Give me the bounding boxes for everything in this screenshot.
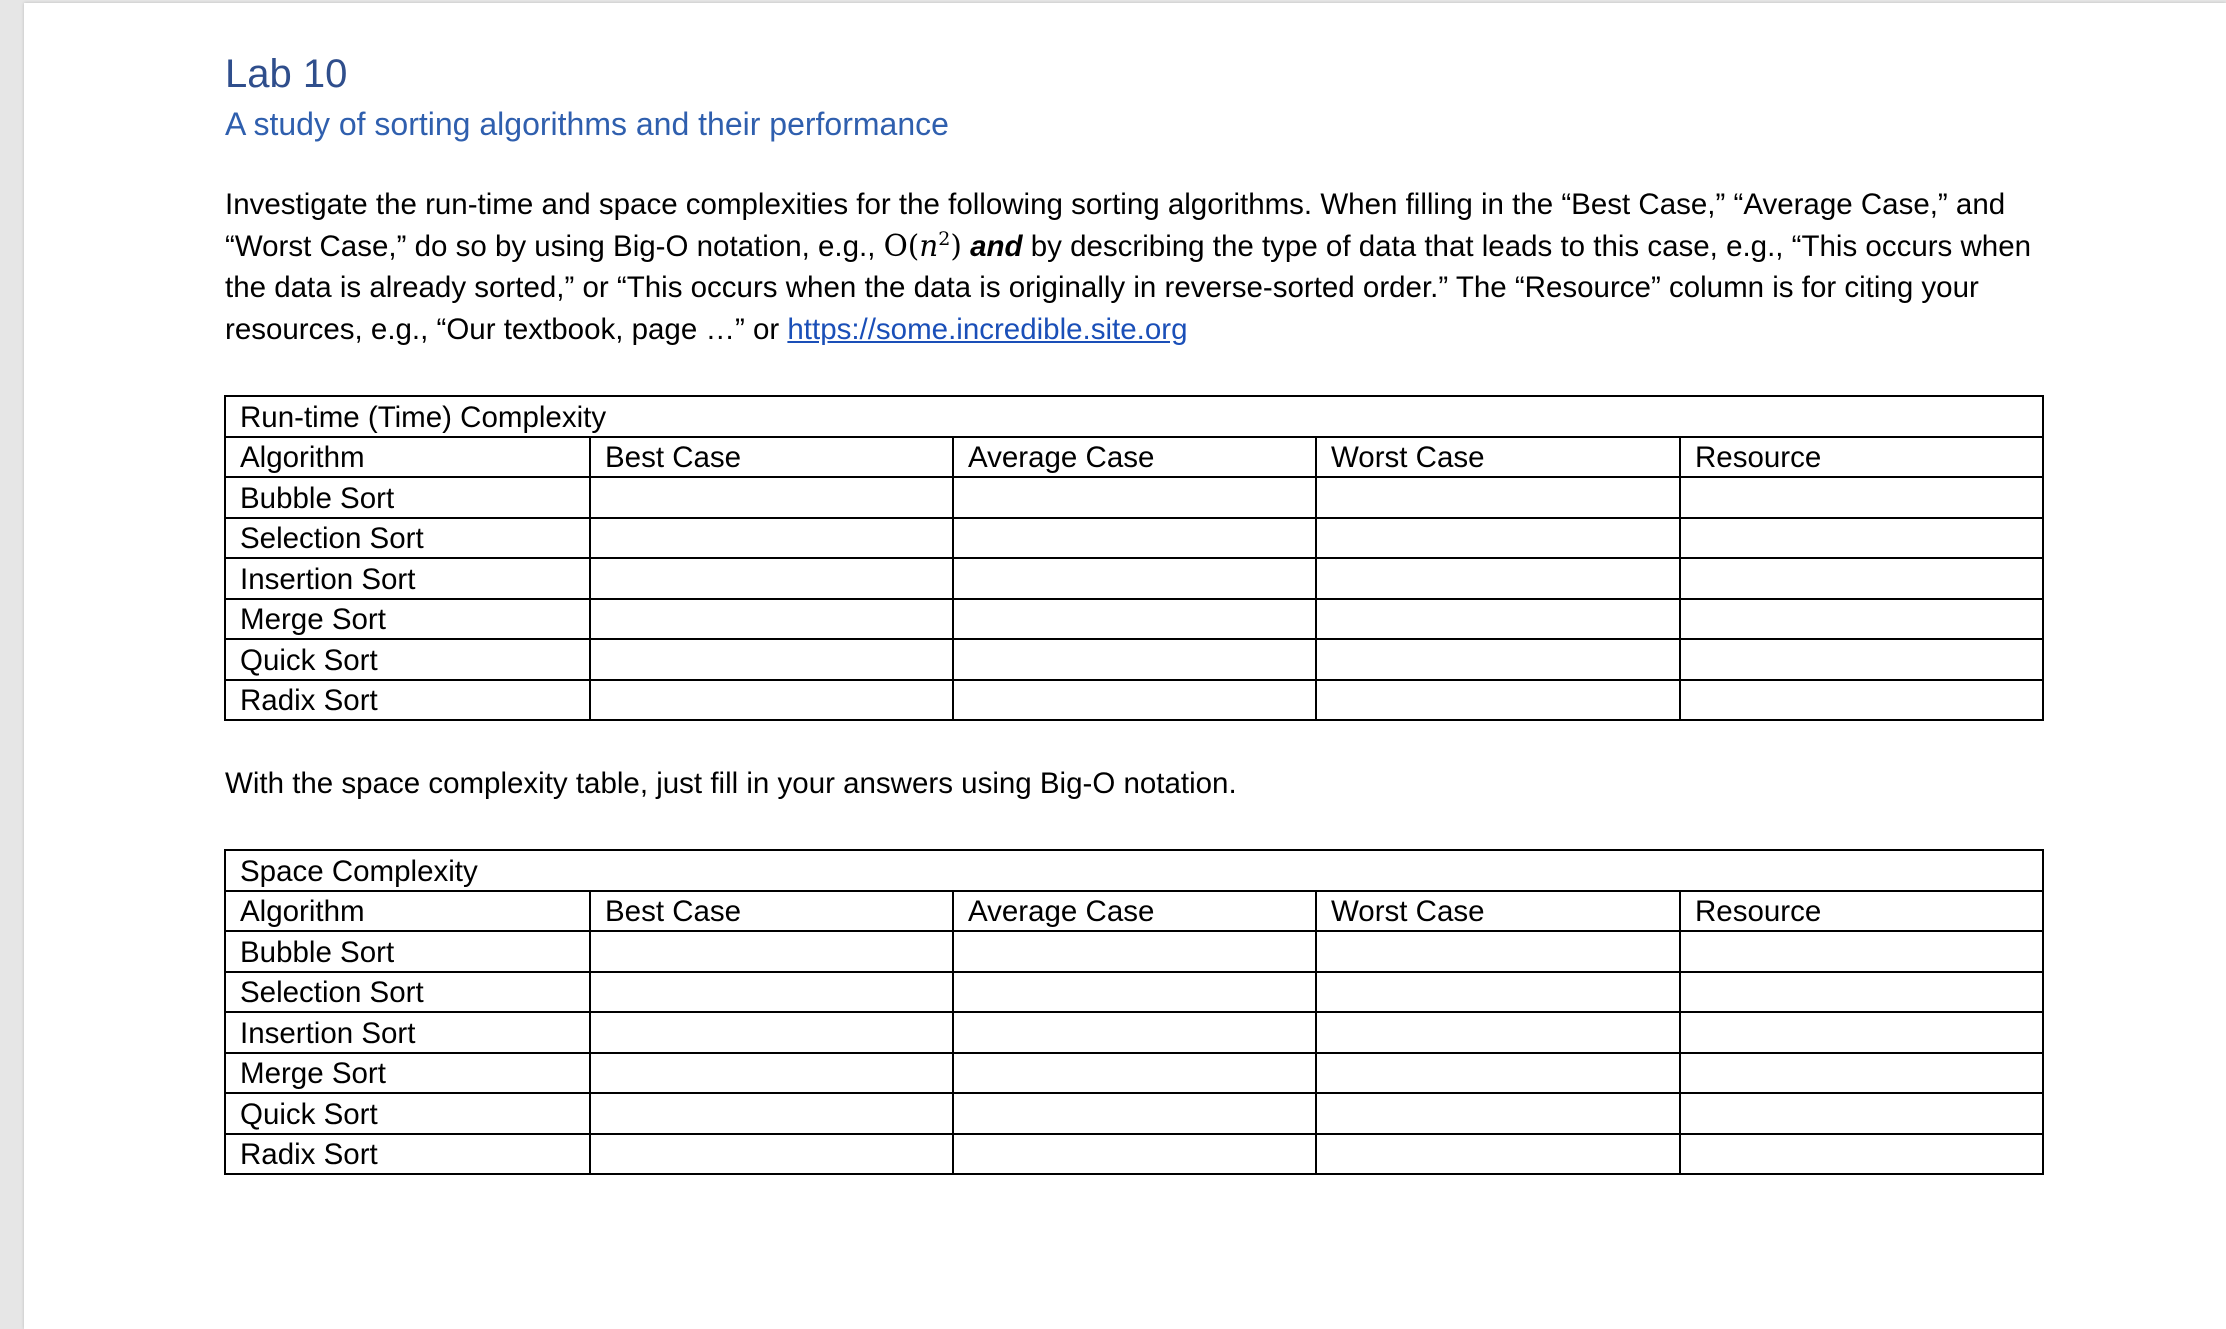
space-complexity-table bbox=[224, 849, 2044, 1175]
document-title: Lab 10 bbox=[225, 52, 348, 96]
answer-cell-worst-case[interactable] bbox=[1316, 931, 1680, 972]
algorithm-name-cell: Selection Sort bbox=[225, 972, 590, 1013]
column-header-worst-case: Worst Case bbox=[1316, 891, 1680, 932]
answer-cell-worst-case[interactable] bbox=[1316, 558, 1680, 599]
table-header-row bbox=[225, 437, 2043, 478]
big-o-symbol: O( bbox=[883, 228, 920, 263]
table-row bbox=[225, 931, 2043, 972]
answer-cell-best-case[interactable] bbox=[590, 680, 953, 721]
answer-cell-best-case[interactable] bbox=[590, 972, 953, 1013]
answer-cell-best-case[interactable] bbox=[590, 518, 953, 559]
answer-cell-resource[interactable] bbox=[1680, 931, 2043, 972]
answer-cell-average-case[interactable] bbox=[953, 1053, 1316, 1094]
answer-cell-worst-case[interactable] bbox=[1316, 972, 1680, 1013]
answer-cell-resource[interactable] bbox=[1680, 639, 2043, 680]
answer-cell-best-case[interactable] bbox=[590, 1053, 953, 1094]
answer-cell-worst-case[interactable] bbox=[1316, 599, 1680, 640]
algorithm-name-cell: Radix Sort bbox=[225, 680, 590, 721]
column-header-resource: Resource bbox=[1680, 437, 2043, 478]
answer-cell-average-case[interactable] bbox=[953, 680, 1316, 721]
column-header-average-case: Average Case bbox=[953, 891, 1316, 932]
answer-cell-average-case[interactable] bbox=[953, 558, 1316, 599]
algorithm-name-cell: Quick Sort bbox=[225, 639, 590, 680]
answer-cell-worst-case[interactable] bbox=[1316, 477, 1680, 518]
answer-cell-worst-case[interactable] bbox=[1316, 1053, 1680, 1094]
answer-cell-resource[interactable] bbox=[1680, 599, 2043, 640]
instructions-text-part2: by describing the type of data that leads to this case, e.g., “This occurs when the data is already sorted,” or “This occurs when the data is originally in reverse-sorted order.” The “Resource” column is for citing your resources, e.g., “Our textbook, page …” or bbox=[225, 229, 2032, 346]
answer-cell-best-case[interactable] bbox=[590, 1093, 953, 1134]
column-header-algorithm: Algorithm bbox=[225, 437, 590, 478]
table-row bbox=[225, 1093, 2043, 1134]
document-content bbox=[225, 48, 2045, 1175]
answer-cell-average-case[interactable] bbox=[953, 639, 1316, 680]
big-o-exponent: 2 bbox=[938, 227, 951, 250]
instructions-paragraph bbox=[225, 184, 2055, 350]
table-row bbox=[225, 1134, 2043, 1175]
answer-cell-best-case[interactable] bbox=[590, 931, 953, 972]
table-row bbox=[225, 680, 2043, 721]
answer-cell-resource[interactable] bbox=[1680, 1053, 2043, 1094]
answer-cell-worst-case[interactable] bbox=[1316, 1134, 1680, 1175]
algorithm-name-cell: Bubble Sort bbox=[225, 477, 590, 518]
runtime-complexity-table bbox=[224, 395, 2044, 721]
table-row bbox=[225, 972, 2043, 1013]
table-row bbox=[225, 639, 2043, 680]
answer-cell-average-case[interactable] bbox=[953, 477, 1316, 518]
big-o-example bbox=[884, 229, 962, 263]
answer-cell-worst-case[interactable] bbox=[1316, 1093, 1680, 1134]
algorithm-name-cell: Merge Sort bbox=[225, 1053, 590, 1094]
answer-cell-resource[interactable] bbox=[1680, 1012, 2043, 1053]
column-header-best-case: Best Case bbox=[590, 891, 953, 932]
algorithm-name-cell: Insertion Sort bbox=[225, 558, 590, 599]
answer-cell-worst-case[interactable] bbox=[1316, 518, 1680, 559]
algorithm-name-cell: Merge Sort bbox=[225, 599, 590, 640]
answer-cell-best-case[interactable] bbox=[590, 1134, 953, 1175]
document-page bbox=[24, 3, 2226, 1329]
table-row bbox=[225, 1012, 2043, 1053]
answer-cell-best-case[interactable] bbox=[590, 639, 953, 680]
resource-link[interactable]: https://some.incredible.site.org bbox=[787, 312, 1188, 346]
big-o-close: ) bbox=[950, 228, 962, 263]
document-subtitle: A study of sorting algorithms and their performance bbox=[225, 106, 949, 142]
big-o-variable: n bbox=[919, 228, 939, 263]
answer-cell-average-case[interactable] bbox=[953, 518, 1316, 559]
algorithm-name-cell: Selection Sort bbox=[225, 518, 590, 559]
answer-cell-best-case[interactable] bbox=[590, 477, 953, 518]
column-header-resource: Resource bbox=[1680, 891, 2043, 932]
table-row bbox=[225, 558, 2043, 599]
instructions-text-part1: Investigate the run-time and space complexities for the following sorting algorithms. When filling in the “Best Case,” “Average Case,” and “Worst Case,” do so by using Big-O notation, e.g., bbox=[225, 188, 2006, 263]
answer-cell-resource[interactable] bbox=[1680, 1093, 2043, 1134]
answer-cell-average-case[interactable] bbox=[953, 1134, 1316, 1175]
table-caption-row bbox=[225, 850, 2043, 891]
column-header-algorithm: Algorithm bbox=[225, 891, 590, 932]
emphasis-and: and bbox=[970, 229, 1023, 263]
table-row bbox=[225, 599, 2043, 640]
answer-cell-best-case[interactable] bbox=[590, 599, 953, 640]
table-header-row bbox=[225, 891, 2043, 932]
column-header-worst-case: Worst Case bbox=[1316, 437, 1680, 478]
answer-cell-resource[interactable] bbox=[1680, 680, 2043, 721]
table-row bbox=[225, 1053, 2043, 1094]
table-caption: Run-time (Time) Complexity bbox=[225, 396, 2043, 437]
answer-cell-resource[interactable] bbox=[1680, 477, 2043, 518]
answer-cell-worst-case[interactable] bbox=[1316, 639, 1680, 680]
answer-cell-average-case[interactable] bbox=[953, 1093, 1316, 1134]
table-caption-row bbox=[225, 396, 2043, 437]
answer-cell-worst-case[interactable] bbox=[1316, 1012, 1680, 1053]
answer-cell-resource[interactable] bbox=[1680, 558, 2043, 599]
table-row bbox=[225, 518, 2043, 559]
answer-cell-average-case[interactable] bbox=[953, 1012, 1316, 1053]
column-header-best-case: Best Case bbox=[590, 437, 953, 478]
column-header-average-case: Average Case bbox=[953, 437, 1316, 478]
answer-cell-average-case[interactable] bbox=[953, 931, 1316, 972]
algorithm-name-cell: Insertion Sort bbox=[225, 1012, 590, 1053]
answer-cell-average-case[interactable] bbox=[953, 599, 1316, 640]
table-row bbox=[225, 477, 2043, 518]
answer-cell-average-case[interactable] bbox=[953, 972, 1316, 1013]
algorithm-name-cell: Quick Sort bbox=[225, 1093, 590, 1134]
answer-cell-best-case[interactable] bbox=[590, 558, 953, 599]
answer-cell-resource[interactable] bbox=[1680, 518, 2043, 559]
answer-cell-worst-case[interactable] bbox=[1316, 680, 1680, 721]
table-caption: Space Complexity bbox=[225, 850, 2043, 891]
algorithm-name-cell: Radix Sort bbox=[225, 1134, 590, 1175]
algorithm-name-cell: Bubble Sort bbox=[225, 931, 590, 972]
answer-cell-resource[interactable] bbox=[1680, 1134, 2043, 1175]
answer-cell-best-case[interactable] bbox=[590, 1012, 953, 1053]
space-complexity-note: With the space complexity table, just fill in your answers using Big-O notation. bbox=[225, 767, 1237, 800]
answer-cell-resource[interactable] bbox=[1680, 972, 2043, 1013]
